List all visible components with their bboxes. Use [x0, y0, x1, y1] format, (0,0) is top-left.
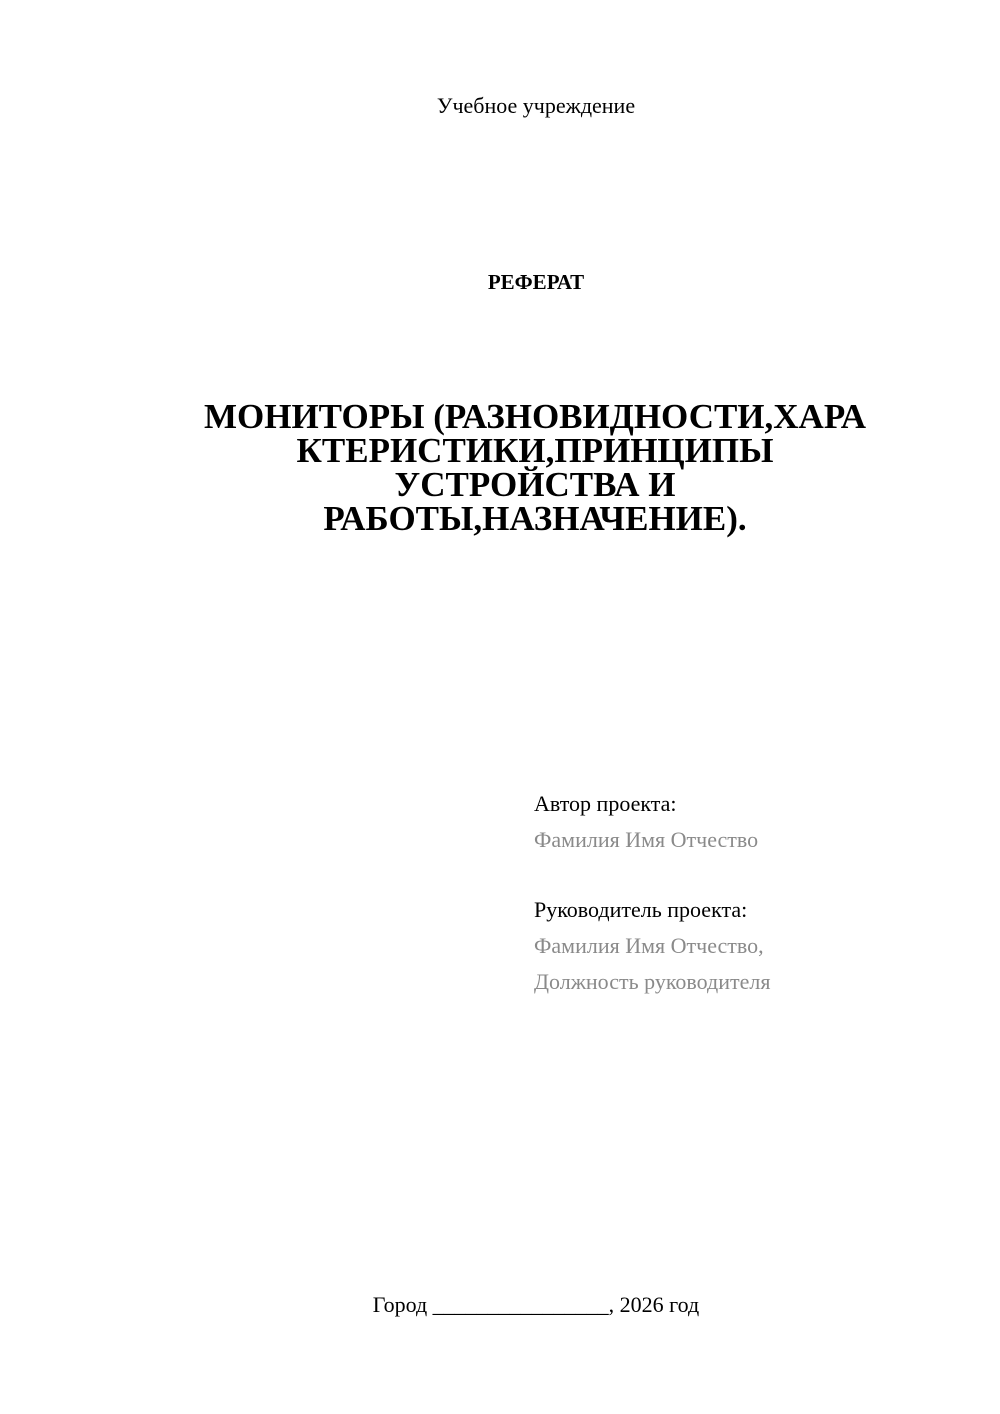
author-name: Фамилия Имя Отчество [534, 827, 759, 852]
supervisor-position: Должность руководителя [534, 969, 771, 994]
city-year-line: Город ________________, 2026 год [372, 1292, 700, 1317]
credits-block [534, 786, 954, 1000]
institution-name: Учебное учреждение [436, 93, 636, 118]
supervisor-name: Фамилия Имя Отчество, [534, 933, 764, 958]
document-type: РЕФЕРАТ [487, 270, 585, 294]
document-title-line: КТЕРИСТИКИ,ПРИНЦИПЫ [296, 431, 774, 470]
author-label: Автор проекта: [534, 791, 677, 816]
document-title-line: МОНИТОРЫ (РАЗНОВИДНОСТИ,ХАРА [203, 397, 867, 436]
supervisor-label: Руководитель проекта: [534, 897, 748, 922]
credits-spacer [534, 858, 954, 892]
document-title-line: РАБОТЫ,НАЗНАЧЕНИЕ). [323, 499, 747, 538]
document-title-line: УСТРОЙСТВА И [394, 465, 676, 504]
document-title [160, 397, 910, 538]
